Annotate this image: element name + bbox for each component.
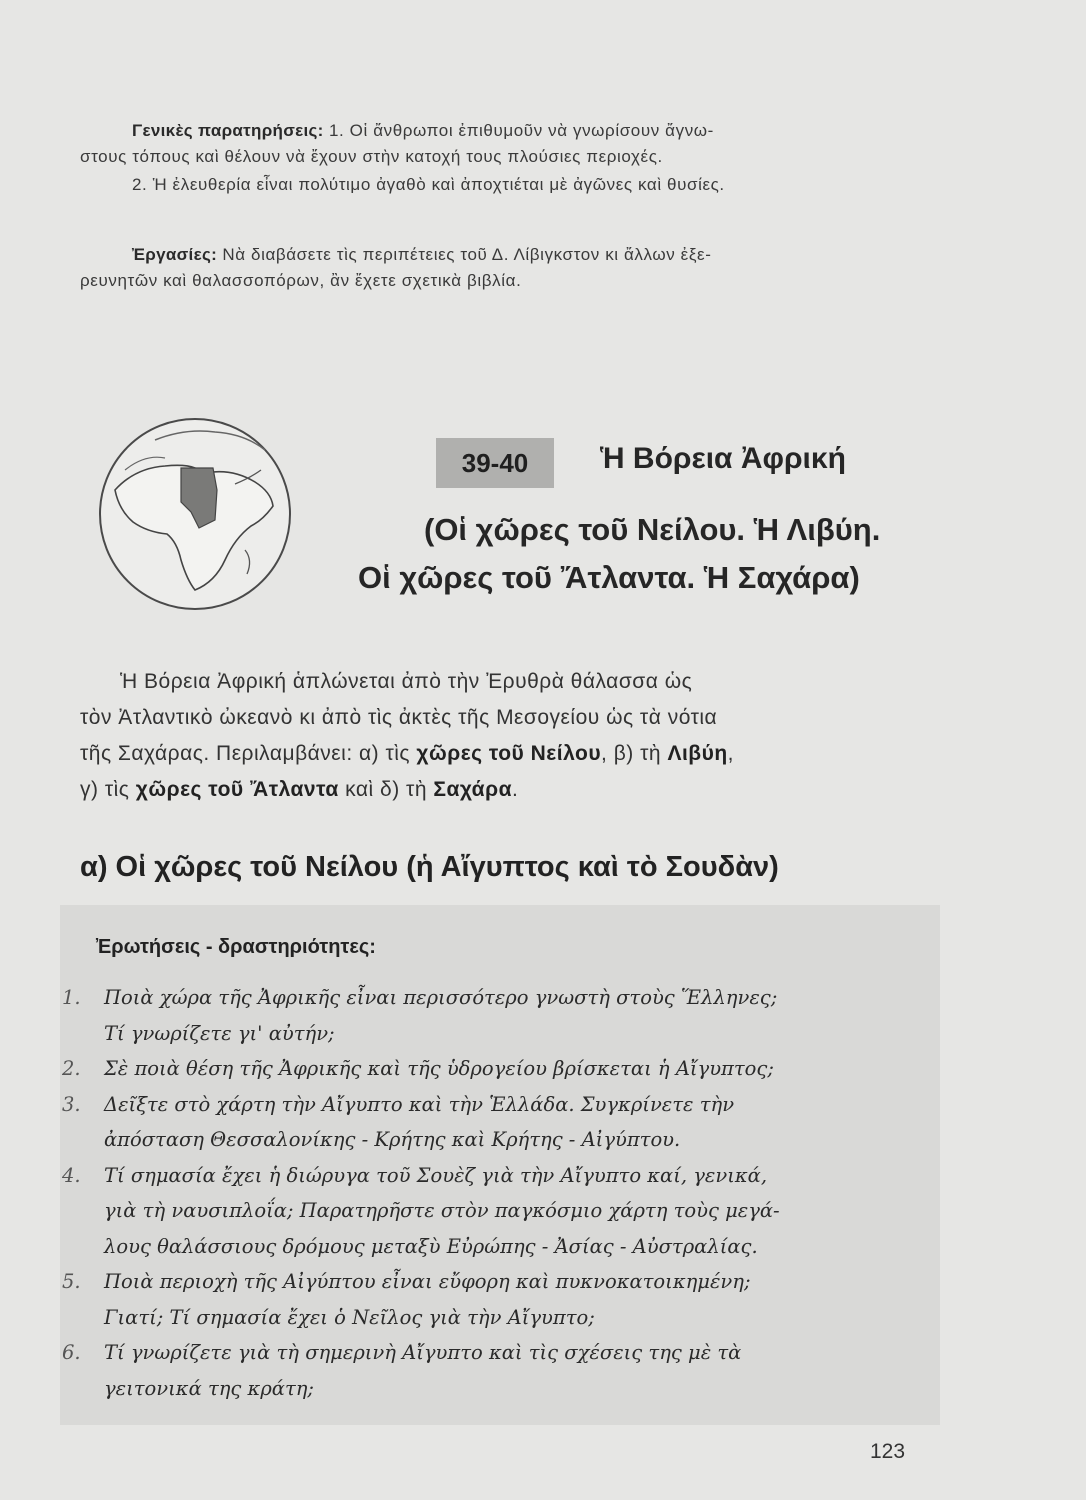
lesson-title: Ἡ Βόρεια Ἀφρική (600, 442, 846, 475)
question-item (60, 1051, 940, 1087)
tasks-text-continuation: ρευνητῶν καὶ θαλασσοπόρων, ἂν ἔχετε σχετικὰ βιβλία. (80, 271, 522, 290)
general-note1-start: 1. Οἱ ἄνθρωποι ἐπιθυμοῦν νὰ γνωρίσουν ἄγνω- (328, 121, 714, 140)
question-line: Σὲ ποιὰ θέση τῆς Ἀφρικῆς καὶ τῆς ὑδρογείου βρίσκεται ἡ Αἴγυπτος; (104, 1057, 774, 1080)
intro-line2: τὸν Ἀτλαντικὸ ὠκεανὸ κι ἀπὸ τὶς ἀκτὲς τῆς Μεσογείου ὡς τὰ νότια (80, 706, 718, 729)
intro-line1: Ἡ Βόρεια Ἀφρική ἁπλώνεται ἀπὸ τὴν Ἐρυθρὰ θάλασσα ὡς (120, 670, 693, 693)
tasks-line1 (80, 242, 950, 268)
question-number: 3. (62, 1092, 81, 1116)
question-number: 6. (62, 1341, 81, 1364)
general-notes-label: Γενικὲς παρατηρήσεις: (132, 121, 324, 140)
intro-line3-e: , (727, 742, 734, 765)
intro-sahara: Σαχάρα (433, 778, 512, 801)
question-line: Τί σημασία ἔχει ἡ διώρυγα τοῦ Σουὲζ γιὰ τὴν Αἴγυπτο καί, γενικά, (104, 1163, 768, 1187)
tasks (80, 242, 950, 294)
intro-line4 (80, 772, 930, 808)
question-number: 1. (62, 986, 81, 1009)
tasks-label: Ἐργασίες: (132, 245, 218, 264)
intro-paragraph (80, 664, 930, 808)
intro-line4-c: καὶ δ) τὴ (338, 778, 434, 801)
question-line: Τί γνωρίζετε γιὰ τὴ σημερινὴ Αἴγυπτο καὶ τὶς σχέσεις της μὲ τὰ (104, 1341, 742, 1364)
general-notes (80, 118, 950, 198)
intro-line4-e: . (512, 778, 519, 801)
intro-libya: Λιβύη (667, 742, 728, 765)
lesson-subtitle-line2: Οἱ χῶρες τοῦ Ἄτλαντα. Ἡ Σαχάρα) (358, 560, 860, 595)
questions-list (60, 980, 940, 1406)
question-line: γιὰ τὴ ναυσιπλοΐα; Παρατηρῆστε στὸν παγκόσμιο χάρτη τοὺς μεγά- (104, 1199, 780, 1222)
general-note1-continuation: στους τόπους καὶ θέλουν νὰ ἔχουν στὴν κατοχή τους πλούσιες περιοχές. (80, 147, 663, 166)
page-number: 123 (870, 1440, 906, 1463)
lesson-subtitle-line1: (Οἱ χῶρες τοῦ Νείλου. Ἡ Λιβύη. (424, 512, 881, 547)
question-number: 4. (62, 1163, 81, 1187)
question-line: Γιατί; Τί σημασία ἔχει ὁ Νεῖλος γιὰ τὴν Αἴγυπτο; (104, 1305, 595, 1329)
question-number: 5. (62, 1270, 81, 1293)
question-line: λους θαλάσσιους δρόμους μεταξὺ Εὐρώπης - Ἀσίας - Αὐστραλίας. (104, 1234, 758, 1258)
africa-globe-icon (95, 410, 295, 615)
tasks-text-start: Νὰ διαβάσετε τὶς περιπέτειες τοῦ Δ. Λίβιγκστον κι ἄλλων ἐξε- (222, 245, 712, 264)
question-number: 2. (62, 1057, 81, 1080)
question-line: ἀπόσταση Θεσσαλονίκης - Κρήτης καὶ Κρήτης - Αἰγύπτου. (104, 1128, 681, 1151)
intro-line4-a: γ) τὶς (80, 778, 136, 801)
question-line: γειτονικά της κράτη; (104, 1376, 314, 1400)
intro-line3-c: , β) τὴ (601, 742, 668, 765)
lesson-number-badge: 39-40 (436, 438, 554, 488)
intro-line3 (80, 736, 930, 772)
question-line: Τί γνωρίζετε γι' αὐτήν; (104, 1021, 335, 1045)
general-note2: 2. Ἡ ἐλευθερία εἶναι πολύτιμο ἀγαθὸ καὶ ἀποχτιέται μὲ ἀγῶνες καὶ θυσίες. (132, 175, 725, 194)
section-heading: α) Οἱ χῶρες τοῦ Νείλου (ἡ Αἴγυπτος καὶ τὸ Σουδὰν) (80, 851, 779, 883)
question-item (60, 1158, 940, 1265)
general-notes-line1 (80, 118, 950, 144)
questions-title: Ἐρωτήσεις - δραστηριότητες: (96, 936, 376, 958)
question-item (60, 1264, 940, 1335)
question-line: Δεῖξτε στὸ χάρτη τὴν Αἴγυπτο καὶ τὴν Ἑλλάδα. Συγκρίνετε τὴν (104, 1092, 735, 1116)
intro-atlas-countries: χῶρες τοῦ Ἄτλαντα (135, 778, 339, 801)
intro-nile-countries: χῶρες τοῦ Νείλου (416, 742, 602, 765)
question-line: Ποιὰ χώρα τῆς Ἀφρικῆς εἶναι περισσότερο γνωστὴ στοὺς Ἕλληνες; (104, 986, 778, 1009)
intro-line3-a: τῆς Σαχάρας. Περιλαμβάνει: α) τὶς (80, 742, 417, 765)
question-item (60, 1087, 940, 1158)
question-line: Ποιὰ περιοχὴ τῆς Αἰγύπτου εἶναι εὔφορη καὶ πυκνοκατοικημένη; (104, 1270, 751, 1293)
question-item (60, 1335, 940, 1406)
question-item (60, 980, 940, 1051)
